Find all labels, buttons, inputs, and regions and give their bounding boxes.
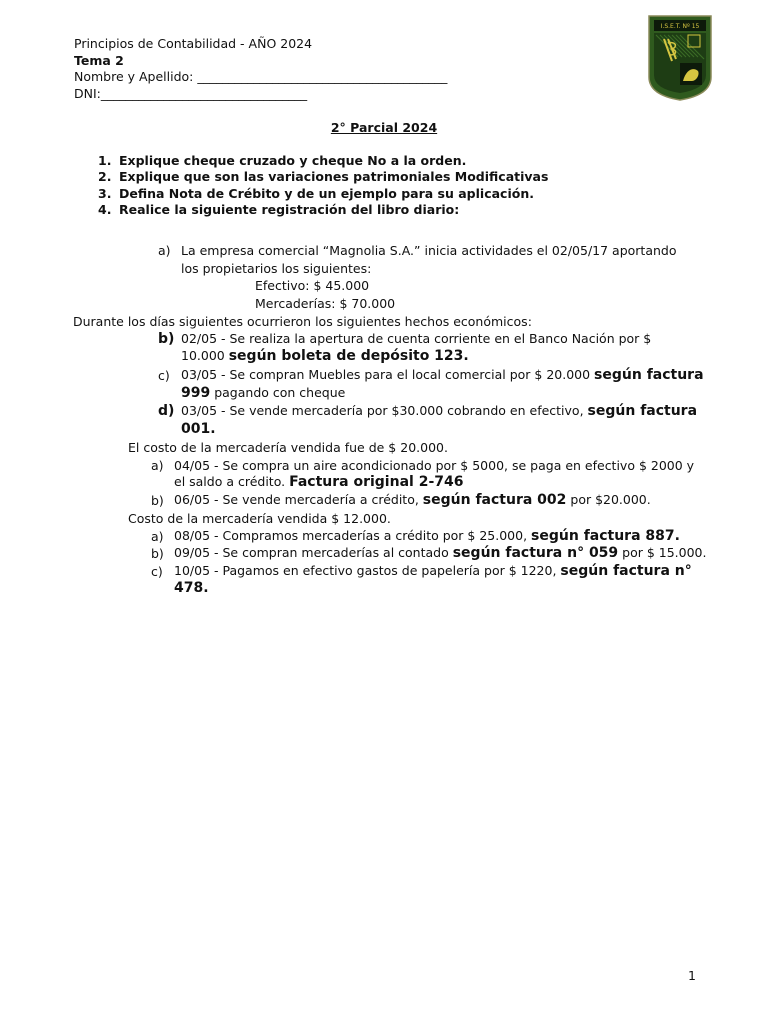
item2-a-line-1: 04/05 - Se compra un aire acondicionado por $ 5000, se paga en efectivo $ 2000 y	[174, 458, 695, 473]
question-1-text: Explique cheque cruzado y cheque No a la orden.	[119, 153, 467, 168]
item-d-line-1: 03/05 - Se vende mercadería por $30.000 cobrando en efectivo, según factura	[181, 403, 698, 419]
school-crest-logo	[648, 15, 712, 101]
dni-field: DNI:_________________________________	[74, 86, 308, 101]
tema-label: Tema 2	[74, 53, 124, 68]
item-c-label: c)	[158, 368, 170, 383]
item2-b-label: b)	[151, 493, 164, 508]
item-c-line-1: 03/05 - Se compran Muebles para el local comercial por $ 20.000 según factura	[181, 367, 704, 383]
question-2-text: Explique que son las variaciones patrimoniales Modificativas	[119, 169, 549, 184]
item3-a-line: 08/05 - Compramos mercaderías a crédito por $ 25.000, según factura 887.	[174, 528, 680, 544]
item-d-label: d)	[158, 403, 175, 419]
item2-b-line: 06/05 - Se vende mercadería a crédito, según factura 002 por $20.000.	[174, 492, 651, 508]
item3-b-line: 09/05 - Se compran mercaderías al contado según factura n° 059 por $ 15.000.	[174, 545, 707, 561]
item3-c-label: c)	[151, 564, 163, 579]
item-b-line-1: 02/05 - Se realiza la apertura de cuenta corriente en el Banco Nación por $	[181, 331, 652, 346]
intro-label: a)	[158, 243, 171, 258]
events-intro: Durante los días siguientes ocurrieron los siguientes hechos económicos:	[73, 314, 532, 329]
name-field: Nombre y Apellido: ________________________________________	[74, 69, 448, 84]
intro-line-1: La empresa comercial “Magnolia S.A.” inicia actividades el 02/05/17 aportando	[181, 243, 677, 258]
item2-a-line-2: el saldo a crédito. Factura original 2-746	[174, 474, 464, 490]
question-3-text: Defina Nota de Crébito y de un ejemplo para su aplicación.	[119, 186, 534, 201]
course-title: Principios de Contabilidad - AÑO 2024	[74, 36, 313, 51]
item2-a-label: a)	[151, 458, 164, 473]
item3-c-line-1: 10/05 - Pagamos en efectivo gastos de papelería por $ 1220, según factura n°	[174, 563, 692, 579]
crest-text: I.S.E.T. Nº 15	[660, 23, 700, 30]
page-number: 1	[688, 968, 696, 983]
question-3-num: 3.	[98, 186, 112, 201]
question-4-num: 4.	[98, 202, 112, 217]
intro-line-2: los propietarios los siguientes:	[181, 261, 372, 276]
question-1-num: 1.	[98, 153, 112, 168]
exam-title: 2° Parcial 2024	[330, 120, 438, 135]
question-4-text: Realice la siguiente registración del libro diario:	[119, 202, 460, 217]
item3-b-label: b)	[151, 546, 164, 561]
item3-c-line-2: 478.	[174, 580, 209, 596]
mercaderias-line: Mercaderías: $ 70.000	[255, 296, 396, 311]
costo-2: Costo de la mercadería vendida $ 12.000.	[128, 511, 391, 526]
item-d-line-2: 001.	[181, 421, 216, 437]
costo-1: El costo de la mercadería vendida fue de $ 20.000.	[128, 440, 448, 455]
efectivo-line: Efectivo: $ 45.000	[255, 278, 370, 293]
item-b-line-2: 10.000 según boleta de depósito 123.	[181, 348, 469, 364]
question-2-num: 2.	[98, 169, 112, 184]
item3-a-label: a)	[151, 529, 164, 544]
item-c-line-2: 999 pagando con cheque	[181, 385, 346, 401]
item-b-label: b)	[158, 331, 175, 347]
